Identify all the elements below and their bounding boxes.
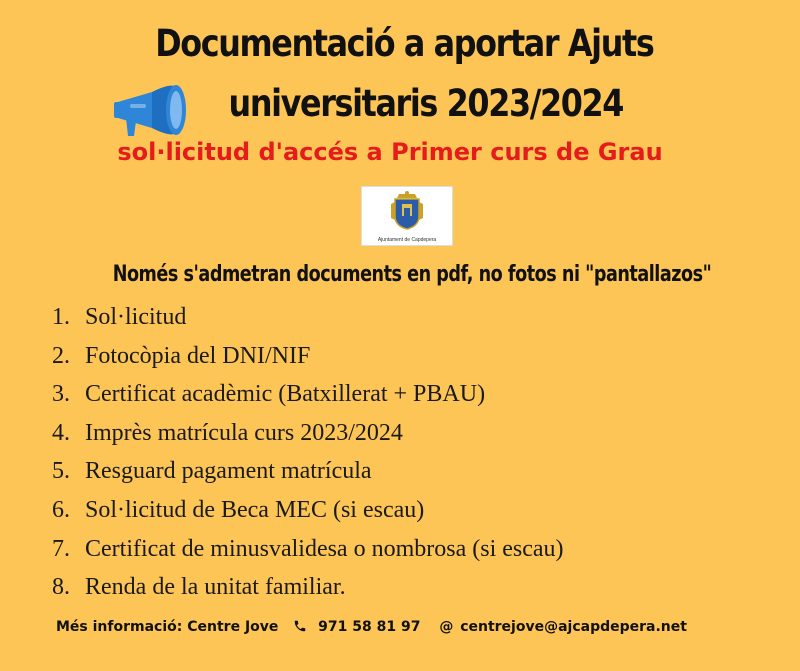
list-item [52,298,564,337]
list-item-text: Certificat de minusvalidesa o nombrosa (si escau) [85,535,564,562]
list-item-text: Renda de la unitat familiar. [85,574,346,601]
list-item-text: Sol·licitud de Beca MEC (si escau) [85,496,425,523]
list-item-text: Imprès matrícula curs 2023/2024 [85,419,403,446]
list-item [52,568,564,607]
megaphone-icon [112,80,190,140]
list-item [52,491,564,530]
municipal-logo [361,186,453,246]
list-item-number: 3. [52,381,70,408]
list-item-number: 6. [52,496,70,523]
email-link[interactable]: centrejove@ajcapdepera.net [460,619,687,635]
list-item-number: 8. [52,574,70,601]
pdf-only-notice: Només s'admetran documents en pdf, no fotos ni "pantallazos" [112,262,712,287]
list-item-number: 5. [52,458,70,485]
document-list [52,298,564,607]
list-item [52,414,564,453]
list-item-text: Resguard pagament matrícula [85,458,372,485]
list-item-text: Certificat acadèmic (Batxillerat + PBAU) [85,381,486,408]
coat-of-arms-icon [389,190,425,230]
list-item-number: 7. [52,535,70,562]
at-symbol: @ [439,619,454,635]
list-item-number: 4. [52,419,70,446]
list-item-text: Fotocòpia del DNI/NIF [85,342,311,369]
phone-icon [293,619,307,633]
list-item [52,375,564,414]
list-item-number: 2. [52,342,70,369]
list-item [52,530,564,569]
info-label: Més informació: Centre Jove [56,619,279,635]
phone-number[interactable]: 971 58 81 97 [318,619,421,635]
list-item [52,452,564,491]
contact-footer [56,619,687,635]
list-item-text: Sol·licitud [85,304,187,330]
subtitle: sol·licitud d'accés a Primer curs de Grau [117,138,663,166]
list-item [52,337,564,376]
title-line-1: Documentació a aportar Ajuts [155,22,654,65]
title-line-2: universitaris 2023/2024 [228,82,624,125]
logo-caption: Ajuntament de Capdepera [377,237,437,243]
list-item-number: 1. [52,304,70,330]
